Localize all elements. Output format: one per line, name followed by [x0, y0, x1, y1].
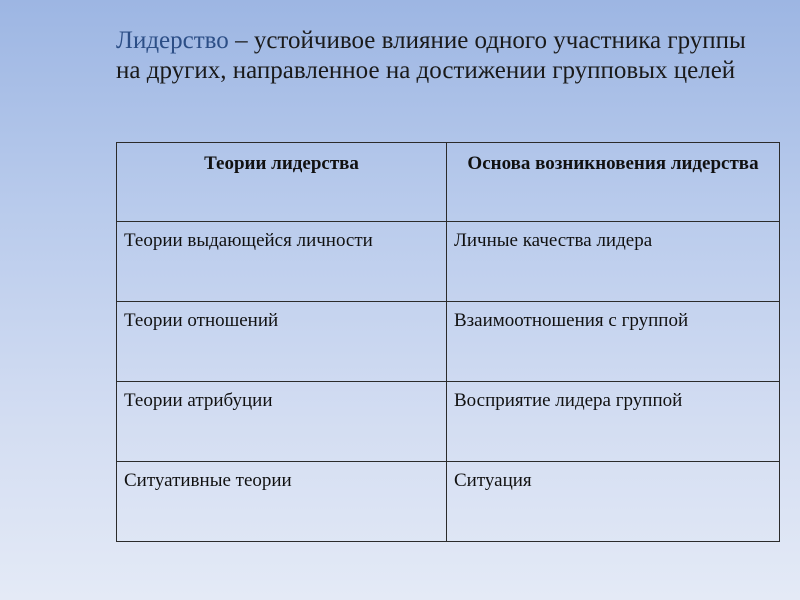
heading-term: Лидерство — [116, 27, 229, 54]
heading-definition: – устойчивое влияние одного участника группы на других, направленное на достижении групповых целей — [116, 27, 746, 84]
table-row — [117, 382, 780, 462]
slide-heading — [116, 26, 776, 86]
table-header-basis: Основа возникновения лидерства — [447, 143, 780, 222]
table-cell-basis: Восприятие лидера группой — [447, 382, 780, 462]
table-header-row — [117, 143, 780, 222]
table-cell-basis: Ситуация — [447, 462, 780, 542]
leadership-theories-table — [116, 142, 780, 542]
table-cell-theory: Теории отношений — [117, 302, 447, 382]
table-cell-basis: Взаимоотношения с группой — [447, 302, 780, 382]
table-row — [117, 302, 780, 382]
table-header-theories: Теории лидерства — [117, 143, 447, 222]
table-cell-theory: Теории выдающейся личности — [117, 222, 447, 302]
table-cell-theory: Теории атрибуции — [117, 382, 447, 462]
table-row — [117, 222, 780, 302]
table-cell-basis: Личные качества лидера — [447, 222, 780, 302]
table-cell-theory: Ситуативные теории — [117, 462, 447, 542]
table-row — [117, 462, 780, 542]
